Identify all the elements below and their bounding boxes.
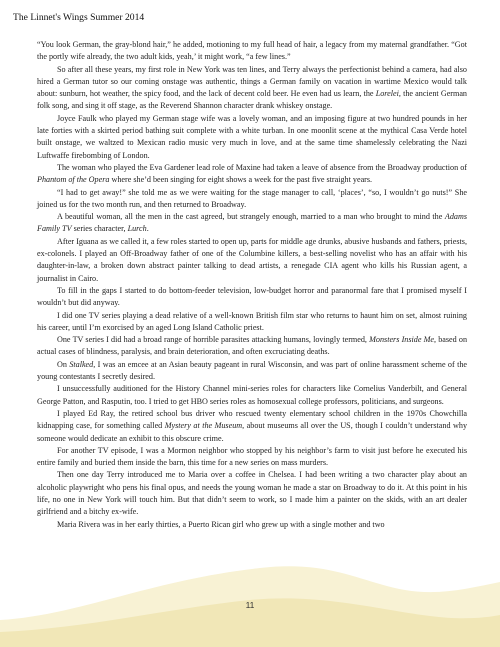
paragraph xyxy=(37,39,467,64)
text-run: One TV series I did had a broad range of horrible parasites attacking humans, lovingly termed, xyxy=(57,335,370,345)
paragraph xyxy=(37,113,467,162)
italic-title: Monsters Inside Me xyxy=(369,335,434,345)
paragraph xyxy=(37,236,467,285)
text-run: So after all these years, my first role in New York was ten lines, and Terry always the perfectionist behind a camera, had also hired a German tutor so our coming onstage was authentic, things a German family on vacation in wartime Mexico would talk about: sunburn, hot weather, the spicy food, and the lack of decent cold beer. He even had us learn, the xyxy=(37,64,467,99)
paragraph xyxy=(37,519,467,531)
page-number: 11 xyxy=(245,600,255,610)
paragraph xyxy=(37,445,467,470)
text-run: , about museums all over the US, though I couldn’t understand why someone would dedicate an exhibit to this obscure crime. xyxy=(37,421,468,443)
paragraph xyxy=(37,162,467,187)
text-run: Joyce Faulk who played my German stage wife was a lovely woman, and an imposing figure at two hundred pounds in her late forties with a skirted period bathing suit complete with a white turban. In one moonlit scene at the mythical Casa Verde hotel built onstage, we waltzed to Mexican radio music very much in love, and at the same time shamelessly celebrating the Nazi Luftwaffe firebombing of London. xyxy=(37,113,467,160)
text-run: A beautiful woman, all the men in the cast agreed, but strangely enough, married to a man who brought to mind the xyxy=(57,212,445,222)
text-run: “I had to get away!” she told me as we were waiting for the stage manager to call, ‘places’, “so, I wouldn’t go nuts!” She joined us for the two month run, and then returned to Broadway. xyxy=(37,187,467,209)
text-run: , based on actual cases of blindness, paralysis, and brain deterioration, and often excruciating deaths. xyxy=(37,335,468,357)
running-header: The Linnet's Wings Summer 2014 xyxy=(13,12,145,23)
text-run: To fill in the gaps I started to do bottom-feeder television, low-budget horror and paranormal fare that I promised myself I wouldn’t but did anyway. xyxy=(37,285,467,308)
italic-title: Phantom of the Opera xyxy=(37,175,110,185)
paragraph xyxy=(37,359,467,384)
text-run: “You look German, the gray-blond hair,” he added, motioning to my full head of hair, a legacy from my maternal grandfather. “Got the portly wife already, the two adult kids, yeah,’ it might work, “a few lines.” xyxy=(37,40,467,62)
paragraph xyxy=(37,64,467,113)
text-run: I did one TV series playing a dead relative of a well-known British film star who returns to haunt him on set, almost ruining his career, until I’m exorcised by an aged Long Island Catholic priest. xyxy=(37,310,467,332)
italic-title: Lurch xyxy=(127,224,147,234)
text-run: On xyxy=(57,359,70,369)
text-run: The woman who played the Eva Gardener lead role of Maxine had taken a leave of absence from the Broadway production of xyxy=(57,162,467,172)
text-run: For another TV episode, I was a Mormon neighbor who stopped by his neighbor’s farm to visit just before he executed his entire family and buried them inside the barn, this time for a new series on mass murders. xyxy=(37,445,467,468)
paragraph xyxy=(37,383,467,408)
italic-title: Mystery at the Museum xyxy=(164,421,243,431)
text-run: , the ancient German folk song, and sing it off stage, as the Reverend Shannon character drank whiskey onstage. xyxy=(37,89,467,111)
paragraph xyxy=(37,408,467,445)
paragraph xyxy=(37,310,467,335)
text-run: After Iguana as we called it, a few roles started to open up, parts for middle age drunks, abusive husbands and fathers, priests, ex-colonels. I played an Off-Broadway father of one of the Columbine killers, a best-selling novelist who has an affair with his daughter-in-law, a broken down abstract painter talking to dead artists, a renegade CIA agent who kills his Russian agent, a journalist in Cairo. xyxy=(37,236,467,283)
italic-title: Adams Family TV xyxy=(37,212,467,234)
paragraph xyxy=(37,187,467,212)
text-run: . xyxy=(146,224,149,234)
text-run: Maria Rivera was in her early thirties, a Puerto Rican girl who grew up with a single mother and two xyxy=(57,519,385,529)
paragraph xyxy=(37,334,467,359)
text-run: Then one day Terry introduced me to Maria over a coffee in Chelsea. I had been writing a two character play about an alcoholic playwright who pens his final opus, and needs the young woman he made a star on Broadway to do it. At this point in his life, no one in New York will touch him. But that didn’t seem to work, so I made him a painter on the skids, with an art dealer girlfriend and a bitchy ex-wife. xyxy=(37,470,467,517)
text-run: where she’d been singing for eight shows a week for the past five straight years. xyxy=(109,175,373,185)
italic-title: Stalked xyxy=(69,359,94,369)
text-run: , I was an emcee at an Asian beauty pageant in rural Wisconsin, and was part of online harassment scheme of the young contestants I secretly desired. xyxy=(37,359,467,382)
paragraph xyxy=(37,469,467,518)
text-run: I played Ed Ray, the retired school bus driver who rescued twenty elementary school children in the 1970s Chowchilla kidnapping case, for something called xyxy=(37,408,467,431)
paragraph xyxy=(37,211,467,236)
article-body xyxy=(37,39,467,531)
italic-title: Lorelei xyxy=(375,89,399,99)
text-run: I unsuccessfully auditioned for the History Channel mini-series roles for characters like Cornelius Vanderbilt, and General George Patton, and Rasputin, too. I tried to get HBO series roles as homosexual college professors, politicians, and surgeons. xyxy=(37,384,467,406)
paragraph xyxy=(37,285,467,310)
text-run: series character, xyxy=(71,224,128,234)
